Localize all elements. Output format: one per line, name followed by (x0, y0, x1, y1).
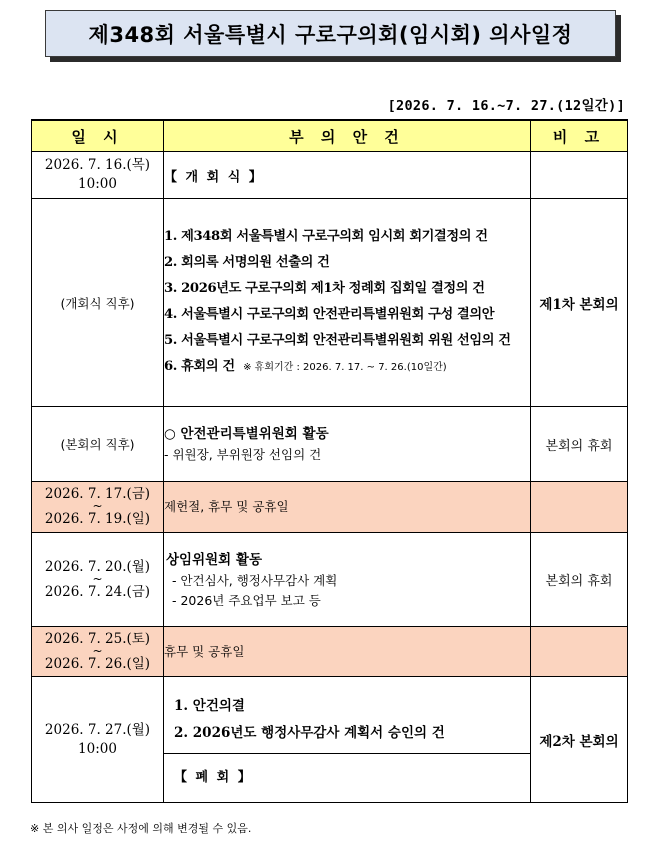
agenda-cell (164, 533, 531, 627)
committee-heading: 상임위원회 활동 (166, 551, 262, 568)
table-row (32, 627, 628, 677)
agenda-sub: - 2026년 주요업무 보고 등 (172, 592, 321, 608)
agenda-item: 3. 2026년도 구로구의회 제1차 정례회 집회일 결정의 건 (164, 281, 485, 296)
remark-cell: 제1차 본회의 (531, 199, 628, 407)
agenda-cell (164, 482, 531, 533)
session-period: [2026. 7. 16.~7. 27.(12일간)] (387, 98, 625, 114)
tilde: ~ (92, 499, 103, 513)
committee-heading: ○ 안전관리특별위원회 활동 (164, 426, 329, 442)
agenda-item-text: 6. 휴회의 건 (164, 359, 235, 374)
page-title: 제348회 서울특별시 구로구의회(임시회) 의사일정 (45, 10, 616, 57)
agenda-item: 1. 안건의결 (174, 697, 245, 714)
date-text: 2026. 7. 16.(목) (44, 157, 151, 173)
date-text: 2026. 7. 27.(월) (44, 721, 151, 738)
header-remark: 비 고 (531, 120, 628, 152)
date-text: 2026. 7. 25.(토) (44, 630, 151, 647)
table-row (32, 199, 628, 407)
remark-cell: 제2차 본회의 (531, 677, 628, 803)
recess-note: ※ 휴회기간 : 2026. 7. 17. ~ 7. 26.(10일간) (243, 362, 447, 373)
agenda-item: 5. 서울특별시 구로구의회 안전관리특별위원회 위원 선임의 건 (164, 333, 511, 348)
date-text: 2026. 7. 19.(일) (44, 511, 151, 527)
header-agenda: 부 의 안 건 (164, 120, 531, 152)
remark-cell: 본회의 휴회 (531, 407, 628, 482)
header-date: 일 시 (32, 120, 164, 152)
agenda-cell (164, 627, 531, 677)
date-text: 2026. 7. 26.(일) (44, 655, 151, 672)
opening-ceremony: 【 개 회 식 】 (164, 169, 264, 185)
table-row (32, 533, 628, 627)
date-cell (32, 533, 164, 627)
date-cell (32, 677, 164, 803)
date-cell (32, 482, 164, 533)
agenda-item: 1. 제348회 서울특별시 구로구의회 임시회 회기결정의 건 (164, 229, 488, 244)
holiday-text: 휴무 및 공휴일 (164, 643, 245, 659)
agenda-cell (164, 152, 531, 199)
date-text: 2026. 7. 20.(월) (44, 558, 151, 575)
agenda-cell (164, 407, 531, 482)
remark-cell (531, 482, 628, 533)
table-row (32, 407, 628, 482)
date-text: 2026. 7. 17.(금) (44, 486, 151, 502)
time-text: 10:00 (78, 740, 117, 757)
table-row (32, 152, 628, 199)
remark-cell: 본회의 휴회 (531, 533, 628, 627)
date-cell (32, 152, 164, 199)
remark-cell (531, 627, 628, 677)
table-row (32, 482, 628, 533)
schedule-table (31, 119, 628, 803)
agenda-item: 4. 서울특별시 구로구의회 안전관리특별위원회 구성 결의안 (164, 307, 495, 322)
holiday-text: 제헌절, 휴무 및 공휴일 (164, 499, 289, 514)
agenda-cell (164, 677, 531, 803)
agenda-sub: - 안건심사, 행정사무감사 계획 (172, 572, 338, 588)
tilde: ~ (92, 643, 103, 658)
tilde: ~ (92, 571, 103, 586)
date-cell: (개회식 직후) (32, 199, 164, 407)
table-row (32, 677, 628, 803)
agenda-item (164, 354, 530, 381)
remark-cell (531, 152, 628, 199)
agenda-item: 2. 2026년도 행정사무감사 계획서 승인의 건 (174, 724, 445, 741)
agenda-item: 2. 회의록 서명의원 선출의 건 (164, 255, 330, 270)
table-header-row (32, 120, 628, 152)
date-cell (32, 627, 164, 677)
date-cell: (본회의 직후) (32, 407, 164, 482)
agenda-sub: - 위원장, 부위원장 선임의 건 (164, 447, 322, 462)
time-text: 10:00 (78, 176, 117, 192)
closing-ceremony: 【 폐 회 】 (174, 769, 253, 785)
footnote: ※ 본 의사 일정은 사정에 의해 변경될 수 있음. (30, 822, 252, 835)
agenda-cell (164, 199, 531, 407)
date-text: 2026. 7. 24.(금) (44, 583, 151, 600)
